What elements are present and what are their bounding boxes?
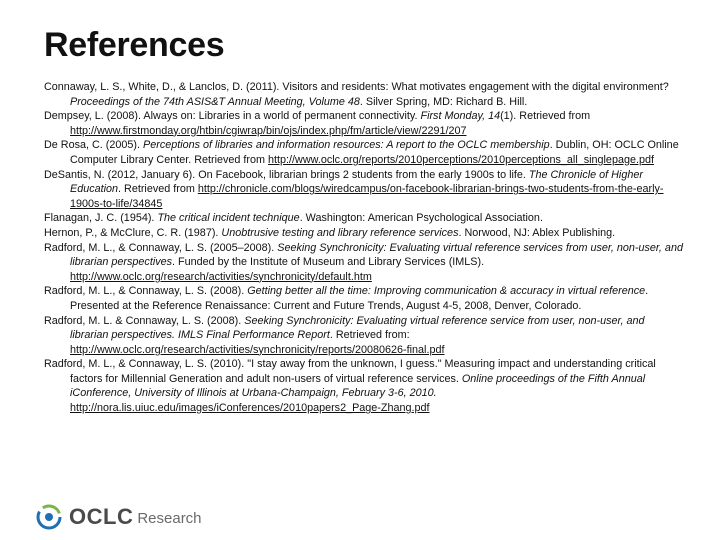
reference-title: Getting better all the time: Improving communication & accuracy in virtual reference [247, 285, 646, 298]
reference-title: Seeking Synchronicity: Evaluating virtual reference services from user, non-user, and librarian perspectives [70, 241, 683, 269]
reference-title: Unobtrusive testing and library reference services [221, 226, 459, 239]
reference-item [44, 138, 684, 167]
reference-item [44, 284, 684, 313]
logo-brand: OCLC [69, 504, 134, 529]
reference-title: The critical incident technique [157, 212, 300, 225]
reference-text: Connaway, L. S., White, D., & Lanclos, D. (2011). Visitors and residents: What motivates engagement with the digital environment? [44, 81, 669, 93]
reference-item [44, 314, 684, 358]
reference-link[interactable]: http://www.oclc.org/reports/2010perceptions/2010perceptions_all_singlepage.pdf [268, 153, 654, 166]
reference-text: Radford, M. L., & Connaway, L. S. (2008). [44, 285, 248, 298]
reference-item [44, 109, 684, 138]
reference-title: First Monday, 14 [420, 110, 501, 123]
reference-text: De Rosa, C. (2005). [44, 139, 144, 152]
reference-text: . Dublin, OH: OCLC Online Computer Library Center. Retrieved from [70, 139, 679, 166]
reference-text: . Retrieved from: [329, 329, 410, 342]
reference-link[interactable]: http://www.oclc.org/research/activities/synchronicity/reports/20080626-final.pdf [70, 343, 445, 356]
reference-text: Radford, M. L. & Connaway, L. S. (2008). [44, 314, 245, 327]
reference-text: Flanagan, J. C. (1954). [44, 212, 158, 225]
reference-text: . Presented at the Reference Renaissance: Current and Future Trends, August 4-5, 2008, Denver, Colorado. [70, 285, 649, 312]
reference-text: . Funded by the Institute of Museum and Library Services (IMLS). [172, 256, 485, 269]
reference-item [44, 211, 684, 226]
reference-text: (1). Retrieved from [500, 110, 591, 123]
oclc-research-logo [35, 503, 202, 531]
reference-text: . Silver Spring, MD: Richard B. Hill. [359, 95, 528, 108]
reference-text: Radford, M. L., & Connaway, L. S. (2010). "I stay away from the unknown, I guess." Measuring impact and understanding critical factors for Millennial Generation and adult non-users of virtual reference services. [44, 358, 656, 385]
reference-item [44, 168, 684, 212]
reference-link[interactable]: http://chronicle.com/blogs/wiredcampus/on-facebook-librarian-brings-two-students-from-the-early-1900s-to-life/34845 [70, 183, 664, 210]
reference-list [44, 80, 684, 416]
reference-item [44, 241, 684, 285]
reference-title: Seeking Synchronicity: Evaluating virtual reference service from user, non-user, and librarian perspectives. IMLS Final Performance Report [70, 314, 645, 342]
reference-text: . Norwood, NJ: Ablex Publishing. [458, 226, 616, 239]
reference-title: Online proceedings of the Fifth Annual iConference, University of Illinois at Urbana-Champaign, February 3-6, 2010. [70, 372, 646, 400]
reference-link[interactable]: http://www.firstmonday.org/htbin/cgiwrap/bin/ojs/index.php/fm/article/view/2291/207 [70, 124, 467, 137]
reference-text: Dempsey, L. (2008). Always on: Libraries in a world of permanent connectivity. [44, 110, 421, 123]
reference-item [44, 226, 684, 241]
reference-link[interactable]: http://www.oclc.org/research/activities/synchronicity/default.htm [70, 270, 372, 283]
reference-title: The Chronicle of Higher Education [70, 168, 643, 196]
reference-title: Perceptions of libraries and information resources: A report to the OCLC membership [143, 139, 550, 152]
reference-text: . Washington: American Psychological Association. [299, 212, 543, 225]
logo-subtitle: Research [137, 510, 202, 527]
reference-text: DeSantis, N. (2012, January 6). On Facebook, librarian brings 2 students from the early 1900s to life. [44, 168, 529, 181]
oclc-mark-icon [35, 503, 63, 531]
reference-item [44, 357, 684, 415]
reference-text: Hernon, P., & McClure, C. R. (1987). [44, 226, 222, 239]
reference-text: . Retrieved from [118, 183, 198, 196]
reference-text: Radford, M. L., & Connaway, L. S. (2005–2008). [44, 241, 278, 254]
reference-item [44, 80, 684, 109]
reference-title: Proceedings of the 74th ASIS&T Annual Meeting, Volume 48 [70, 95, 360, 108]
reference-link[interactable]: http://nora.lis.uiuc.edu/images/iConferences/2010papers2_Page-Zhang.pdf [70, 402, 430, 415]
page-title: References [44, 26, 225, 64]
